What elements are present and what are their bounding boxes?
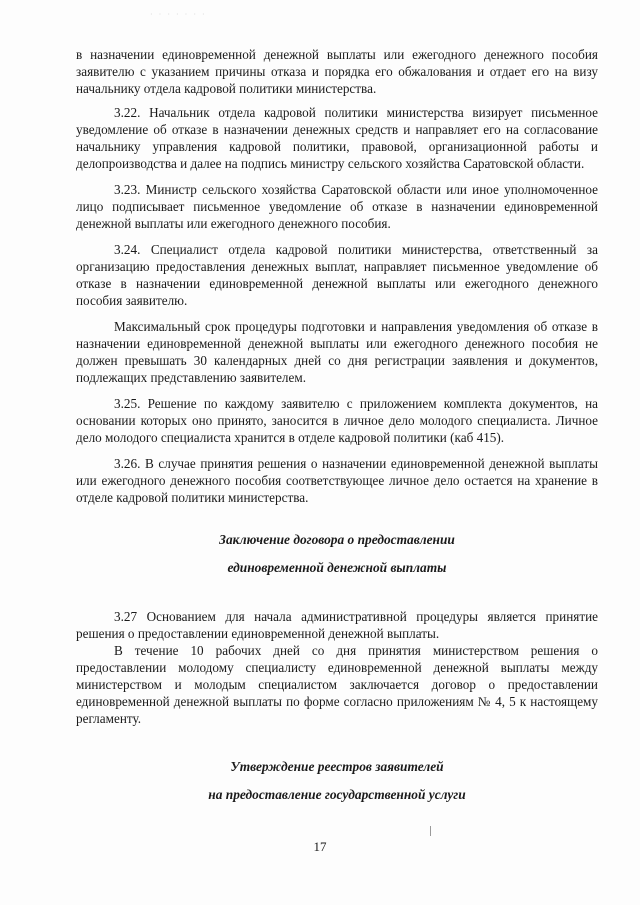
scan-header-text: · · · · · · ·	[150, 10, 207, 19]
section-heading-contract-line1: Заключение договора о предоставлении	[219, 532, 455, 547]
paragraph-3-26: 3.26. В случае принятия решения о назначении единовременной денежной выплаты или ежегодного денежного пособия соответствующее личное дело остается на хранение в отделе кадровой политики министерства.	[76, 456, 598, 505]
paragraph-continuation: в назначении единовременной денежной выплаты или ежегодного денежного пособия заявителю с указанием причины отказа и порядка его обжалования и отдает его на визу начальнику отдела кадровой политики министерства.	[76, 47, 598, 96]
paragraph-contract-term: В течение 10 рабочих дней со дня принятия министерством решения о предоставлении молодому специалисту единовременной денежной выплаты между министерством и молодым специалистом заключается договор о предоставлении единовременной денежной выплаты по форме согласно приложениям № 4, 5 к настоящему регламенту.	[76, 643, 598, 726]
paragraph-3-25: 3.25. Решение по каждому заявителю с приложением комплекта документов, на основании которых оно принято, заносится в личное дело молодого специалиста. Личное дело молодого специалиста хранится в отделе кадровой политики (каб 415).	[76, 396, 598, 445]
paragraph-max-term: Максимальный срок процедуры подготовки и направления уведомления об отказе в назначении единовременной денежной выплаты или ежегодного денежного пособия не должен превышать 30 календарных дней со дня регистрации заявления и документов, подлежащих представлению заявителем.	[76, 319, 598, 385]
scan-artifact-mark	[430, 826, 431, 836]
section-heading-contract	[76, 526, 598, 582]
paragraph-3-27: 3.27 Основанием для начала административной процедуры является принятие решения о предоставлении единовременной денежной выплаты.	[76, 609, 598, 641]
page-number: 17	[313, 839, 327, 854]
paragraph-3-23: 3.23. Министр сельского хозяйства Саратовской области или иное уполномоченное лицо подписывает письменное уведомление об отказе в назначении единовременной денежной выплаты или ежегодного денежного пособия.	[76, 182, 598, 231]
section-heading-registry	[76, 753, 598, 809]
document-body	[76, 46, 598, 809]
section-heading-registry-line2: на предоставление государственной услуги	[208, 787, 466, 802]
section-heading-registry-line1: Утверждение реестров заявителей	[230, 759, 444, 774]
paragraph-3-22: 3.22. Начальник отдела кадровой политики министерства визирует письменное уведомление об отказе в назначении денежных средств и направляет его на согласование начальнику управления кадровой политики, правовой, организационной работы и делопроизводства и далее на подпись министру сельского хозяйства Саратовской области.	[76, 105, 598, 171]
section-heading-contract-line2: единовременной денежной выплаты	[227, 560, 447, 575]
paragraph-3-24: 3.24. Специалист отдела кадровой политики министерства, ответственный за организацию предоставления денежных выплат, направляет письменное уведомление об отказе в назначении единовременной денежной выплаты или ежегодного денежного пособия заявителю.	[76, 242, 598, 308]
